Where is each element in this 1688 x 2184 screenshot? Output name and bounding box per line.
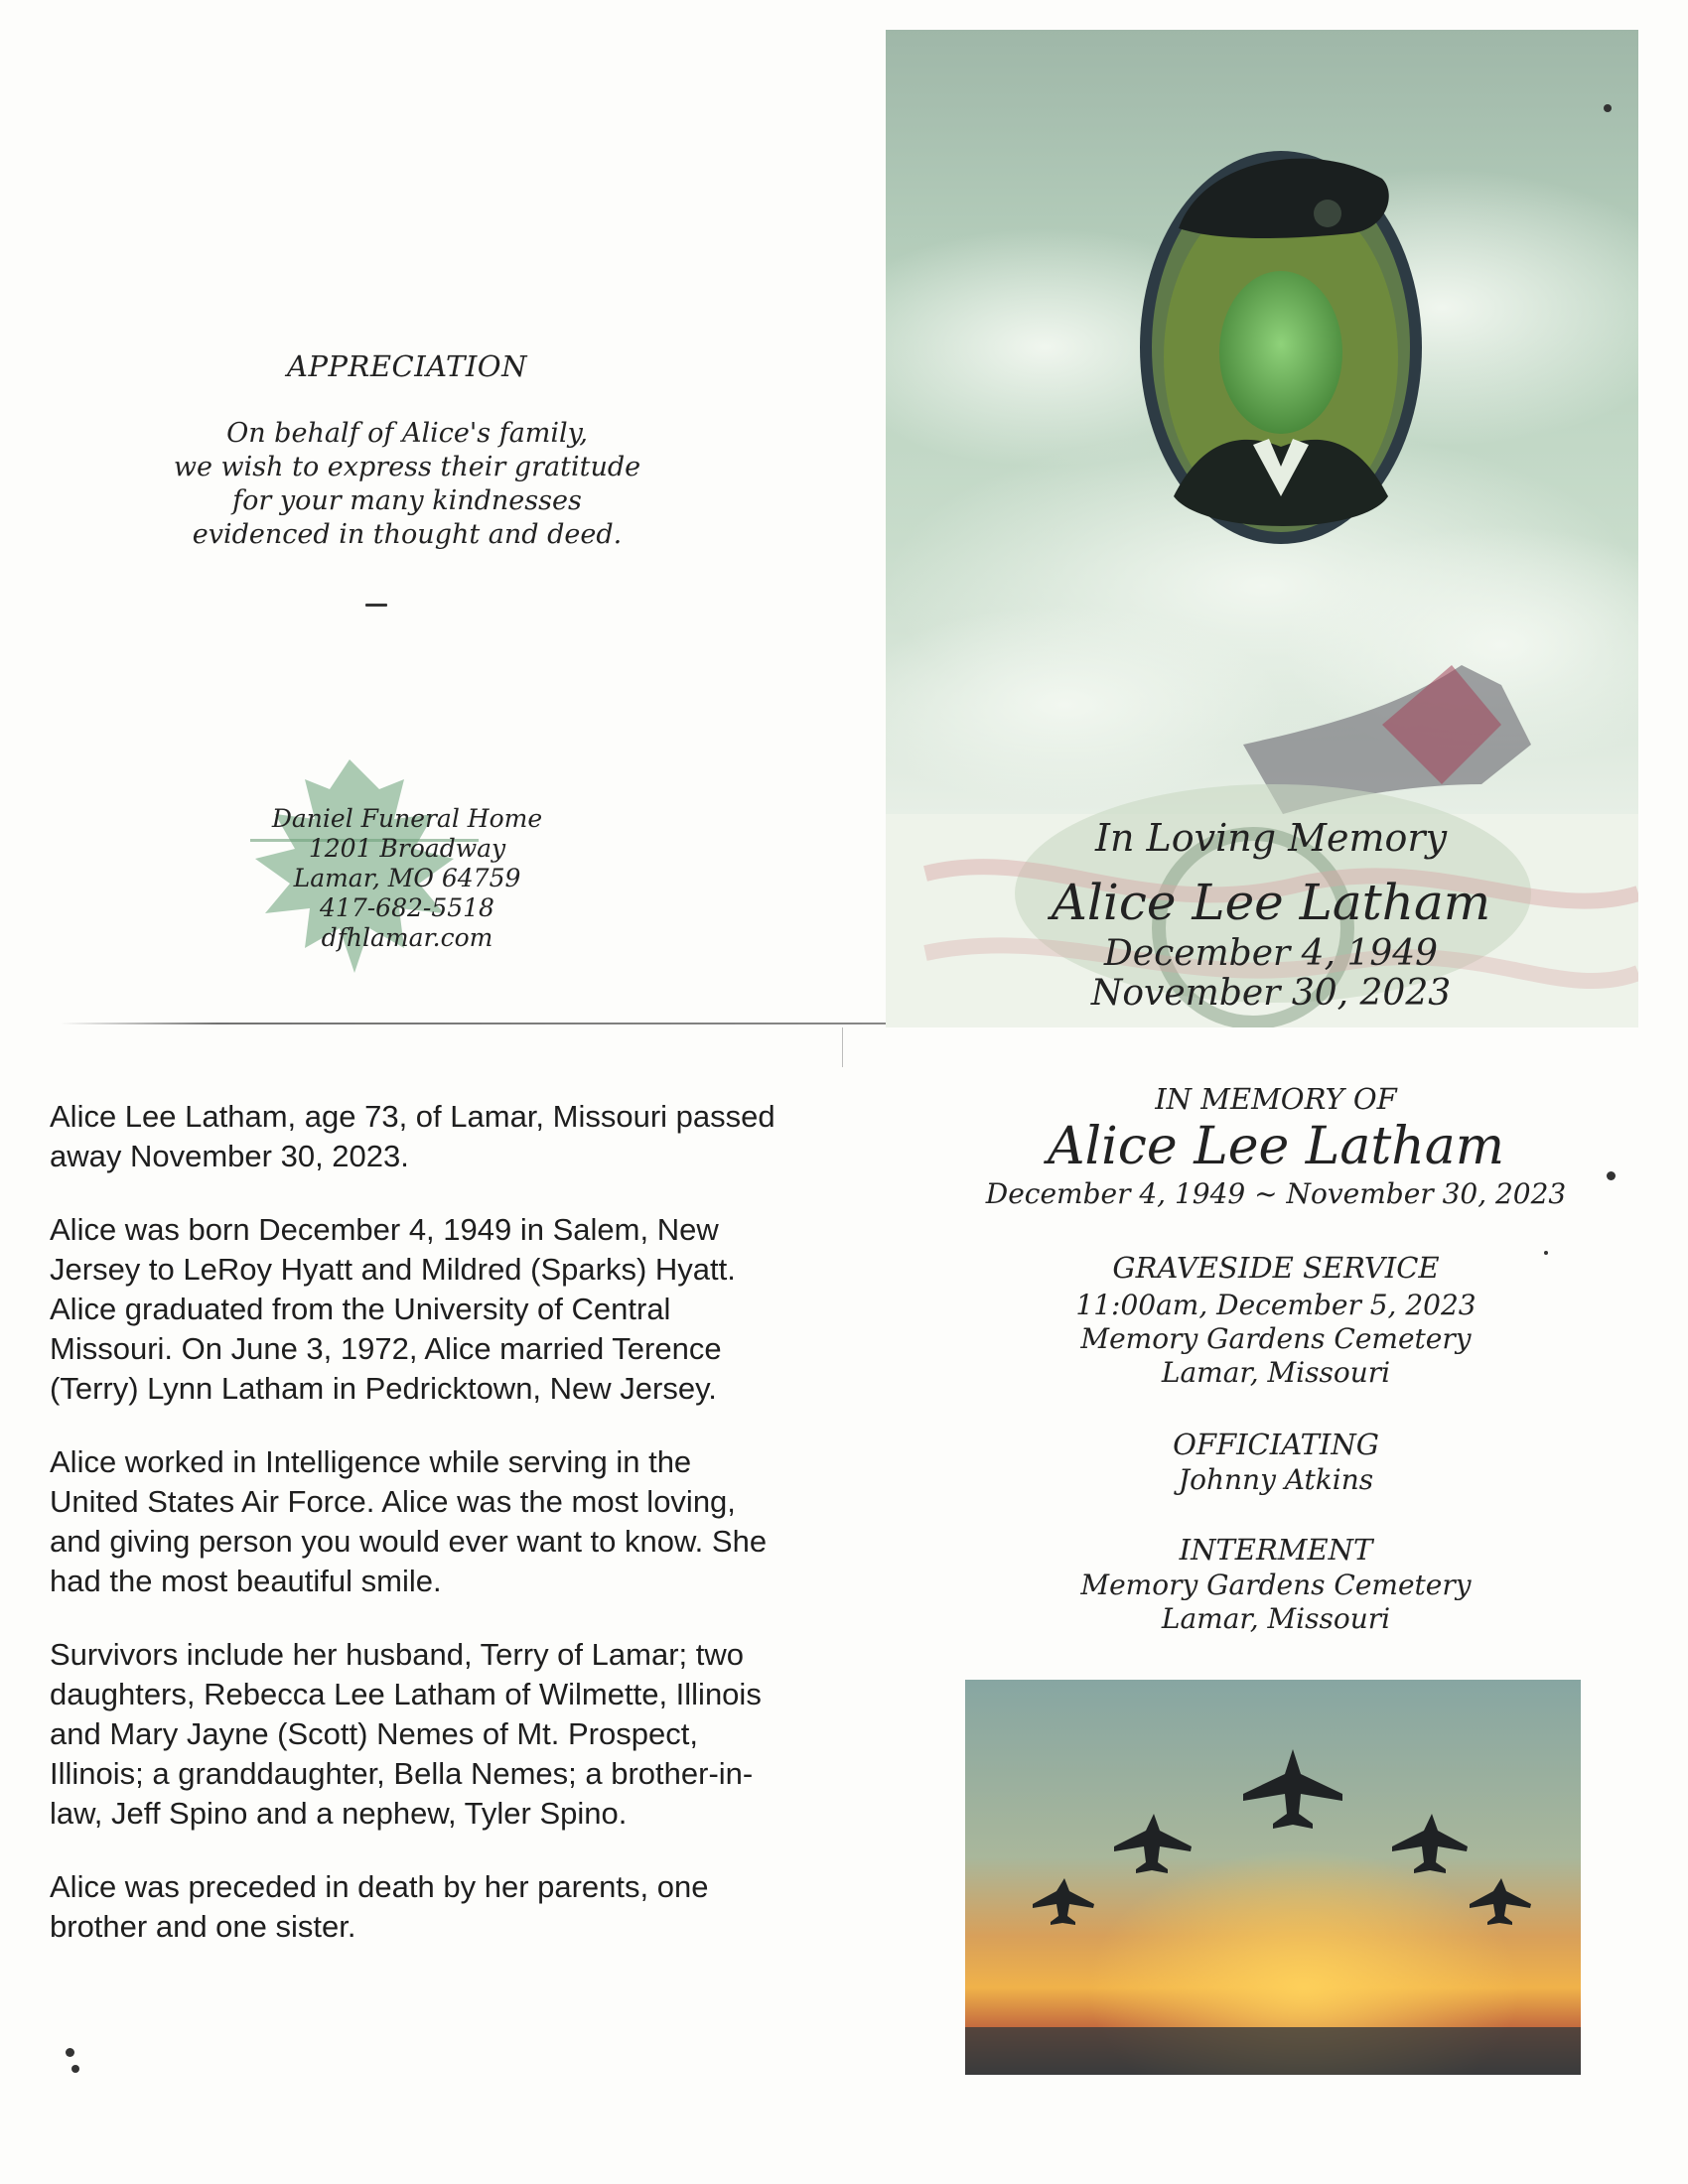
cover-death-date: November 30, 2023 [1090, 973, 1452, 1014]
graveside-place: Memory Gardens Cemetery [1080, 1322, 1472, 1355]
interment-heading: INTERMENT [1179, 1533, 1373, 1567]
graveside-heading: GRAVESIDE SERVICE [1112, 1251, 1440, 1285]
scan-speck [1607, 1171, 1616, 1180]
obituary-paragraph: Survivors include her husband, Terry of Lamar; two daughters, Rebecca Lee Latham of Wilmette, Illinois and Mary Jayne (Scott) Nemes of Mt. Prospect, Illinois; a granddaughter, Bella Nemes; a brother-in-law, Jeff Spino and a nephew, Tyler Spino. [50, 1637, 762, 1831]
interment-place: Memory Gardens Cemetery [1080, 1569, 1472, 1601]
obituary [50, 1097, 784, 1980]
graveside-time: 11:00am, December 5, 2023 [1075, 1289, 1477, 1321]
graveside-city: Lamar, Missouri [1161, 1356, 1391, 1389]
cover-heading: In Loving Memory [1094, 816, 1448, 860]
cover-name: Alice Lee Latham [1051, 874, 1491, 931]
appreciation-line: we wish to express their gratitude [173, 452, 641, 482]
obituary-paragraph: Alice was preceded in death by her parents, one brother and one sister. [50, 1869, 709, 1944]
scan-speck [66, 2048, 74, 2057]
officiant-name: Johnny Atkins [1178, 1463, 1374, 1496]
jets-sunset-image [965, 1680, 1581, 2075]
obituary-paragraph: Alice was born December 4, 1949 in Salem, New Jersey to LeRoy Hyatt and Mildred (Sparks) Hyatt. Alice graduated from the University of Central Missouri. On June 3, 1972, Alice married Terence (Terry) Lynn Latham in Pedricktown, New Jersey. [50, 1212, 736, 1406]
fold-line-vertical [842, 1027, 843, 1067]
appreciation-title: APPRECIATION [287, 349, 527, 383]
obituary-paragraph: Alice worked in Intelligence while serving in the United States Air Force. Alice was the most loving, and giving person you would ever want to know. She had the most beautiful smile. [50, 1444, 768, 1598]
funeral-home-phone: 417-682-5518 [320, 893, 494, 922]
memory-dates: December 4, 1949 ~ November 30, 2023 [985, 1177, 1567, 1210]
appreciation-line: for your many kindnesses [232, 485, 582, 516]
funeral-home-website: dfhlamar.com [321, 923, 493, 952]
obituary-paragraph: Alice Lee Latham, age 73, of Lamar, Missouri passed away November 30, 2023. [50, 1099, 775, 1173]
scan-speck [71, 2065, 79, 2073]
memory-name: Alice Lee Latham [1047, 1117, 1505, 1176]
cover-birth-date: December 4, 1949 [1103, 933, 1439, 974]
scan-speck [1544, 1251, 1548, 1255]
appreciation-line: On behalf of Alice's family, [226, 418, 588, 449]
memory-heading: IN MEMORY OF [1155, 1082, 1397, 1116]
funeral-home-city: Lamar, MO 64759 [293, 864, 521, 892]
appreciation-message [119, 417, 695, 552]
scan-speck [1604, 104, 1612, 112]
interment-city: Lamar, Missouri [1161, 1602, 1391, 1635]
funeral-home-address: 1201 Broadway [308, 834, 506, 863]
scan-speck [365, 604, 387, 607]
funeral-home-name: Daniel Funeral Home [271, 804, 543, 833]
appreciation-line: evidenced in thought and deed. [192, 519, 623, 550]
officiating-heading: OFFICIATING [1173, 1428, 1379, 1461]
funeral-home-info [169, 804, 645, 953]
